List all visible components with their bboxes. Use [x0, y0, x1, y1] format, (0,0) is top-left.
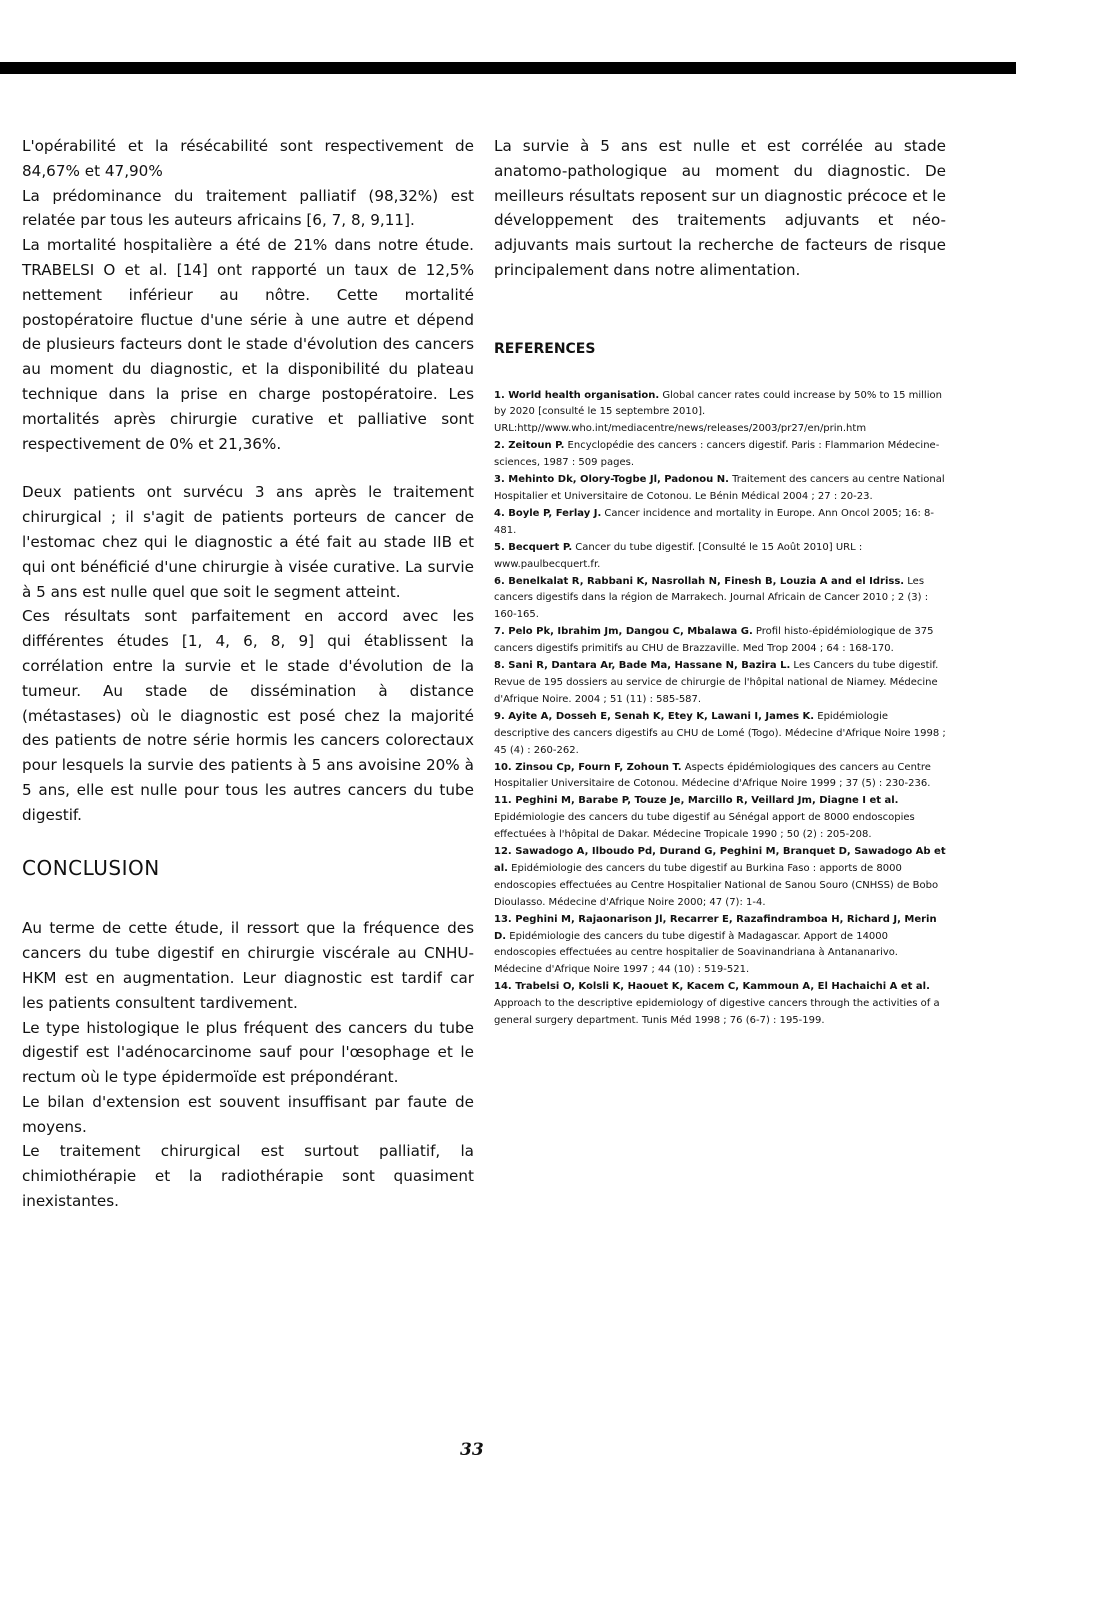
paragraph-gap: [22, 456, 474, 480]
reference-authors: 6. Benelkalat R, Rabbani K, Nasrollah N, Finesh B, Louzia A and el Idriss.: [494, 575, 905, 587]
reference-text: Aspects épidémiologiques des cancers au Centre Hospitalier Universitaire de Cotonou. Médecine d'Afrique Noire 1999 ; 37 (5) : 230-236.: [494, 761, 931, 790]
reference-item: [494, 388, 946, 439]
page-number: 33: [460, 1440, 484, 1460]
paragraph: Le traitement chirurgical est surtout palliatif, la chimiothérapie et la radiothérapie sont quasiment inexistantes.: [22, 1142, 474, 1211]
reference-authors: 7. Pelo Pk, Ibrahim Jm, Dangou C, Mbalawa G.: [494, 626, 753, 638]
reference-item: [494, 979, 946, 1030]
reference-text: Les cancers digestifs dans la région de Marrakech. Journal Africain de Cancer 2010 ; 2 (3) : 160-165.: [494, 575, 929, 621]
reference-item: [494, 912, 946, 980]
reference-item: [494, 624, 946, 658]
reference-authors: 11. Peghini M, Barabe P, Touze Je, Marcillo R, Veillard Jm, Diagne I et al.: [494, 795, 899, 807]
paragraph: La mortalité hospitalière a été de 21% dans notre étude. TRABELSI O et al. [14] ont rapporté un taux de 12,5% nettement inférieur au nôtre. Cette mortalité postopératoire fluctue d'une série à une autre et dépend de plusieurs facteurs dont le stade d'évolution des cancers au moment du diagnostic, et la disponibilité du plateau technique dans la prise en charge postopératoire. Les mortalités après chirurgie curative et palliative sont respectivement de 0% et 21,36%.: [22, 236, 474, 453]
reference-authors: 2. Zeitoun P.: [494, 440, 565, 452]
left-column: [22, 134, 474, 1214]
reference-authors: 8. Sani R, Dantara Ar, Bade Ma, Hassane N, Bazira L.: [494, 660, 791, 672]
reference-item: [494, 658, 946, 709]
reference-text: Les Cancers du tube digestif. Revue de 195 dossiers au service de chirurgie de l'hôpital national de Niamey. Médecine d'Afrique Noire. 2004 ; 51 (11) : 585-587.: [494, 660, 939, 705]
paragraph: La survie à 5 ans est nulle et est corrélée au stade anatomo-pathologique au moment du diagnostic. De meilleurs résultats reposent sur un diagnostic précoce et le développement des traitements adjuvants et néo-adjuvants mais surtout la recherche de facteurs de risque principalement dans notre alimentation.: [494, 137, 946, 279]
reference-text: Cancer du tube digestif. [Consulté le 15 Août 2010] URL : www.paulbecquert.fr.: [494, 541, 863, 570]
reference-text: Epidémiologie des cancers du tube digestif au Sénégal apport de 8000 endoscopies effectuées à l'hôpital de Dakar. Médecine Tropicale 1990 ; 50 (2) : 205-208.: [494, 812, 915, 841]
paragraph: Deux patients ont survécu 3 ans après le traitement chirurgical ; il s'agit de patients porteurs de cancer de l'estomac chez qui le diagnostic a été fait au stade IIB et qui ont bénéficié d'une chirurgie à visée curative. La survie à 5 ans est nulle quel que soit le segment atteint.: [22, 483, 474, 601]
reference-authors: 13. Peghini M, Rajaonarison Jl, Recarrer E, Razafindramboa H, Richard J, Merin D.: [494, 913, 937, 942]
reference-authors: 4. Boyle P, Ferlay J.: [494, 507, 602, 519]
reference-text: Epidémiologie descriptive des cancers digestifs au CHU de Lomé (Togo). Médecine d'Afrique Noire 1998 ; 45 (4) : 260-262.: [494, 710, 946, 756]
reference-authors: 3. Mehinto Dk, Olory-Togbe Jl, Padonou N.: [494, 474, 729, 486]
conclusion-heading: CONCLUSION: [22, 855, 160, 880]
reference-authors: 14. Trabelsi O, Kolsli K, Haouet K, Kacem C, Kammoun A, El Hachaichi A et al.: [494, 981, 930, 993]
reference-item: [494, 506, 946, 540]
reference-text: Approach to the descriptive epidemiology of digestive cancers through the activities of a general surgery department. Tunis Méd 1998 ; 76 (6-7) : 195-199.: [494, 998, 940, 1027]
paragraph: Au terme de cette étude, il ressort que la fréquence des cancers du tube digestif en chirurgie viscérale au CNHU-HKM est en augmentation. Leur diagnostic est tardif car les patients consultent tardivement.: [22, 919, 474, 1012]
reference-item: [494, 844, 946, 912]
reference-text: Encyclopédie des cancers : cancers digestif. Paris : Flammarion Médecine-sciences, 1987 : 509 pages.: [494, 440, 940, 469]
reference-text: Epidémiologie des cancers du tube digestif au Burkina Faso : apports de 8000 endoscopies effectuées au Centre Hospitalier National de Sanou Souro (CNHSS) de Bobo Dioulasso. Médecine d'Afrique Noire 2000; 47 (7): 1-4.: [494, 862, 939, 908]
reference-item: [494, 574, 946, 625]
paragraph: Le bilan d'extension est souvent insuffisant par faute de moyens.: [22, 1092, 474, 1136]
reference-authors: 12. Sawadogo A, Ilboudo Pd, Durand G, Peghini M, Branquet D, Sawadogo Ab et al.: [494, 846, 946, 874]
paragraph: L'opérabilité et la résécabilité sont respectivement de 84,67% et 47,90%: [22, 137, 474, 180]
reference-item: [494, 438, 946, 472]
paragraph: Le type histologique le plus fréquent des cancers du tube digestif est l'adénocarcinome sauf pour l'œsophage et le rectum où le type épidermoïde est prépondérant.: [22, 1018, 474, 1087]
reference-item: [494, 793, 946, 844]
reference-authors: 1. World health organisation.: [494, 389, 660, 401]
reference-text: Cancer incidence and mortality in Europe. Ann Oncol 2005; 16: 8-481.: [494, 507, 934, 536]
reference-authors: 5. Becquert P.: [494, 541, 573, 553]
reference-item: [494, 472, 946, 506]
reference-text: Epidémiologie des cancers du tube digestif à Madagascar. Apport de 14000 endoscopies effectuées au centre hospitalier de Soavinandriana à Antananarivo. Médecine d'Afrique Noire 1997 ; 44 (10) : 519-521.: [494, 930, 898, 976]
reference-authors: 10. Zinsou Cp, Fourn F, Zohoun T.: [494, 761, 682, 773]
reference-text: Global cancer rates could increase by 50% to 15 million by 2020 [consulté le 15 septembre 2010]. URL:http//www.who.int/mediacentre/news/releases/2003/pr27/en/prin.htm: [494, 389, 942, 435]
right-column: [494, 134, 946, 1030]
references-heading: REFERENCES: [494, 340, 596, 357]
reference-text: Traitement des cancers au centre National Hospitalier et Universitaire de Cotonou. Le Bénin Médical 2004 ; 27 : 20-23.: [494, 474, 945, 503]
top-rule: [0, 62, 1016, 74]
reference-item: [494, 760, 946, 794]
paragraph: La prédominance du traitement palliatif (98,32%) est relatée par tous les auteurs africains [6, 7, 8, 9,11].: [22, 186, 474, 230]
reference-item: [494, 709, 946, 760]
reference-item: [494, 540, 946, 574]
reference-authors: 9. Ayite A, Dosseh E, Senah K, Etey K, Lawani I, James K.: [494, 710, 815, 722]
reference-list: [494, 388, 946, 1030]
paragraph: Ces résultats sont parfaitement en accord avec les différentes études [1, 4, 6, 8, 9] qui établissent la corrélation entre la survie et le stade d'évolution de la tumeur. Au stade de dissémination à distance (métastases) où le diagnostic est posé chez la majorité des patients de notre série hormis les cancers colorectaux pour lesquels la survie des patients à 5 ans avoisine 20% à 5 ans, elle est nulle pour tous les autres cancers du tube digestif.: [22, 607, 474, 824]
reference-text: Profil histo-épidémiologique de 375 cancers digestifs primitifs au CHU de Brazzaville. Med Trop 2004 ; 64 : 168-170.: [494, 626, 934, 655]
